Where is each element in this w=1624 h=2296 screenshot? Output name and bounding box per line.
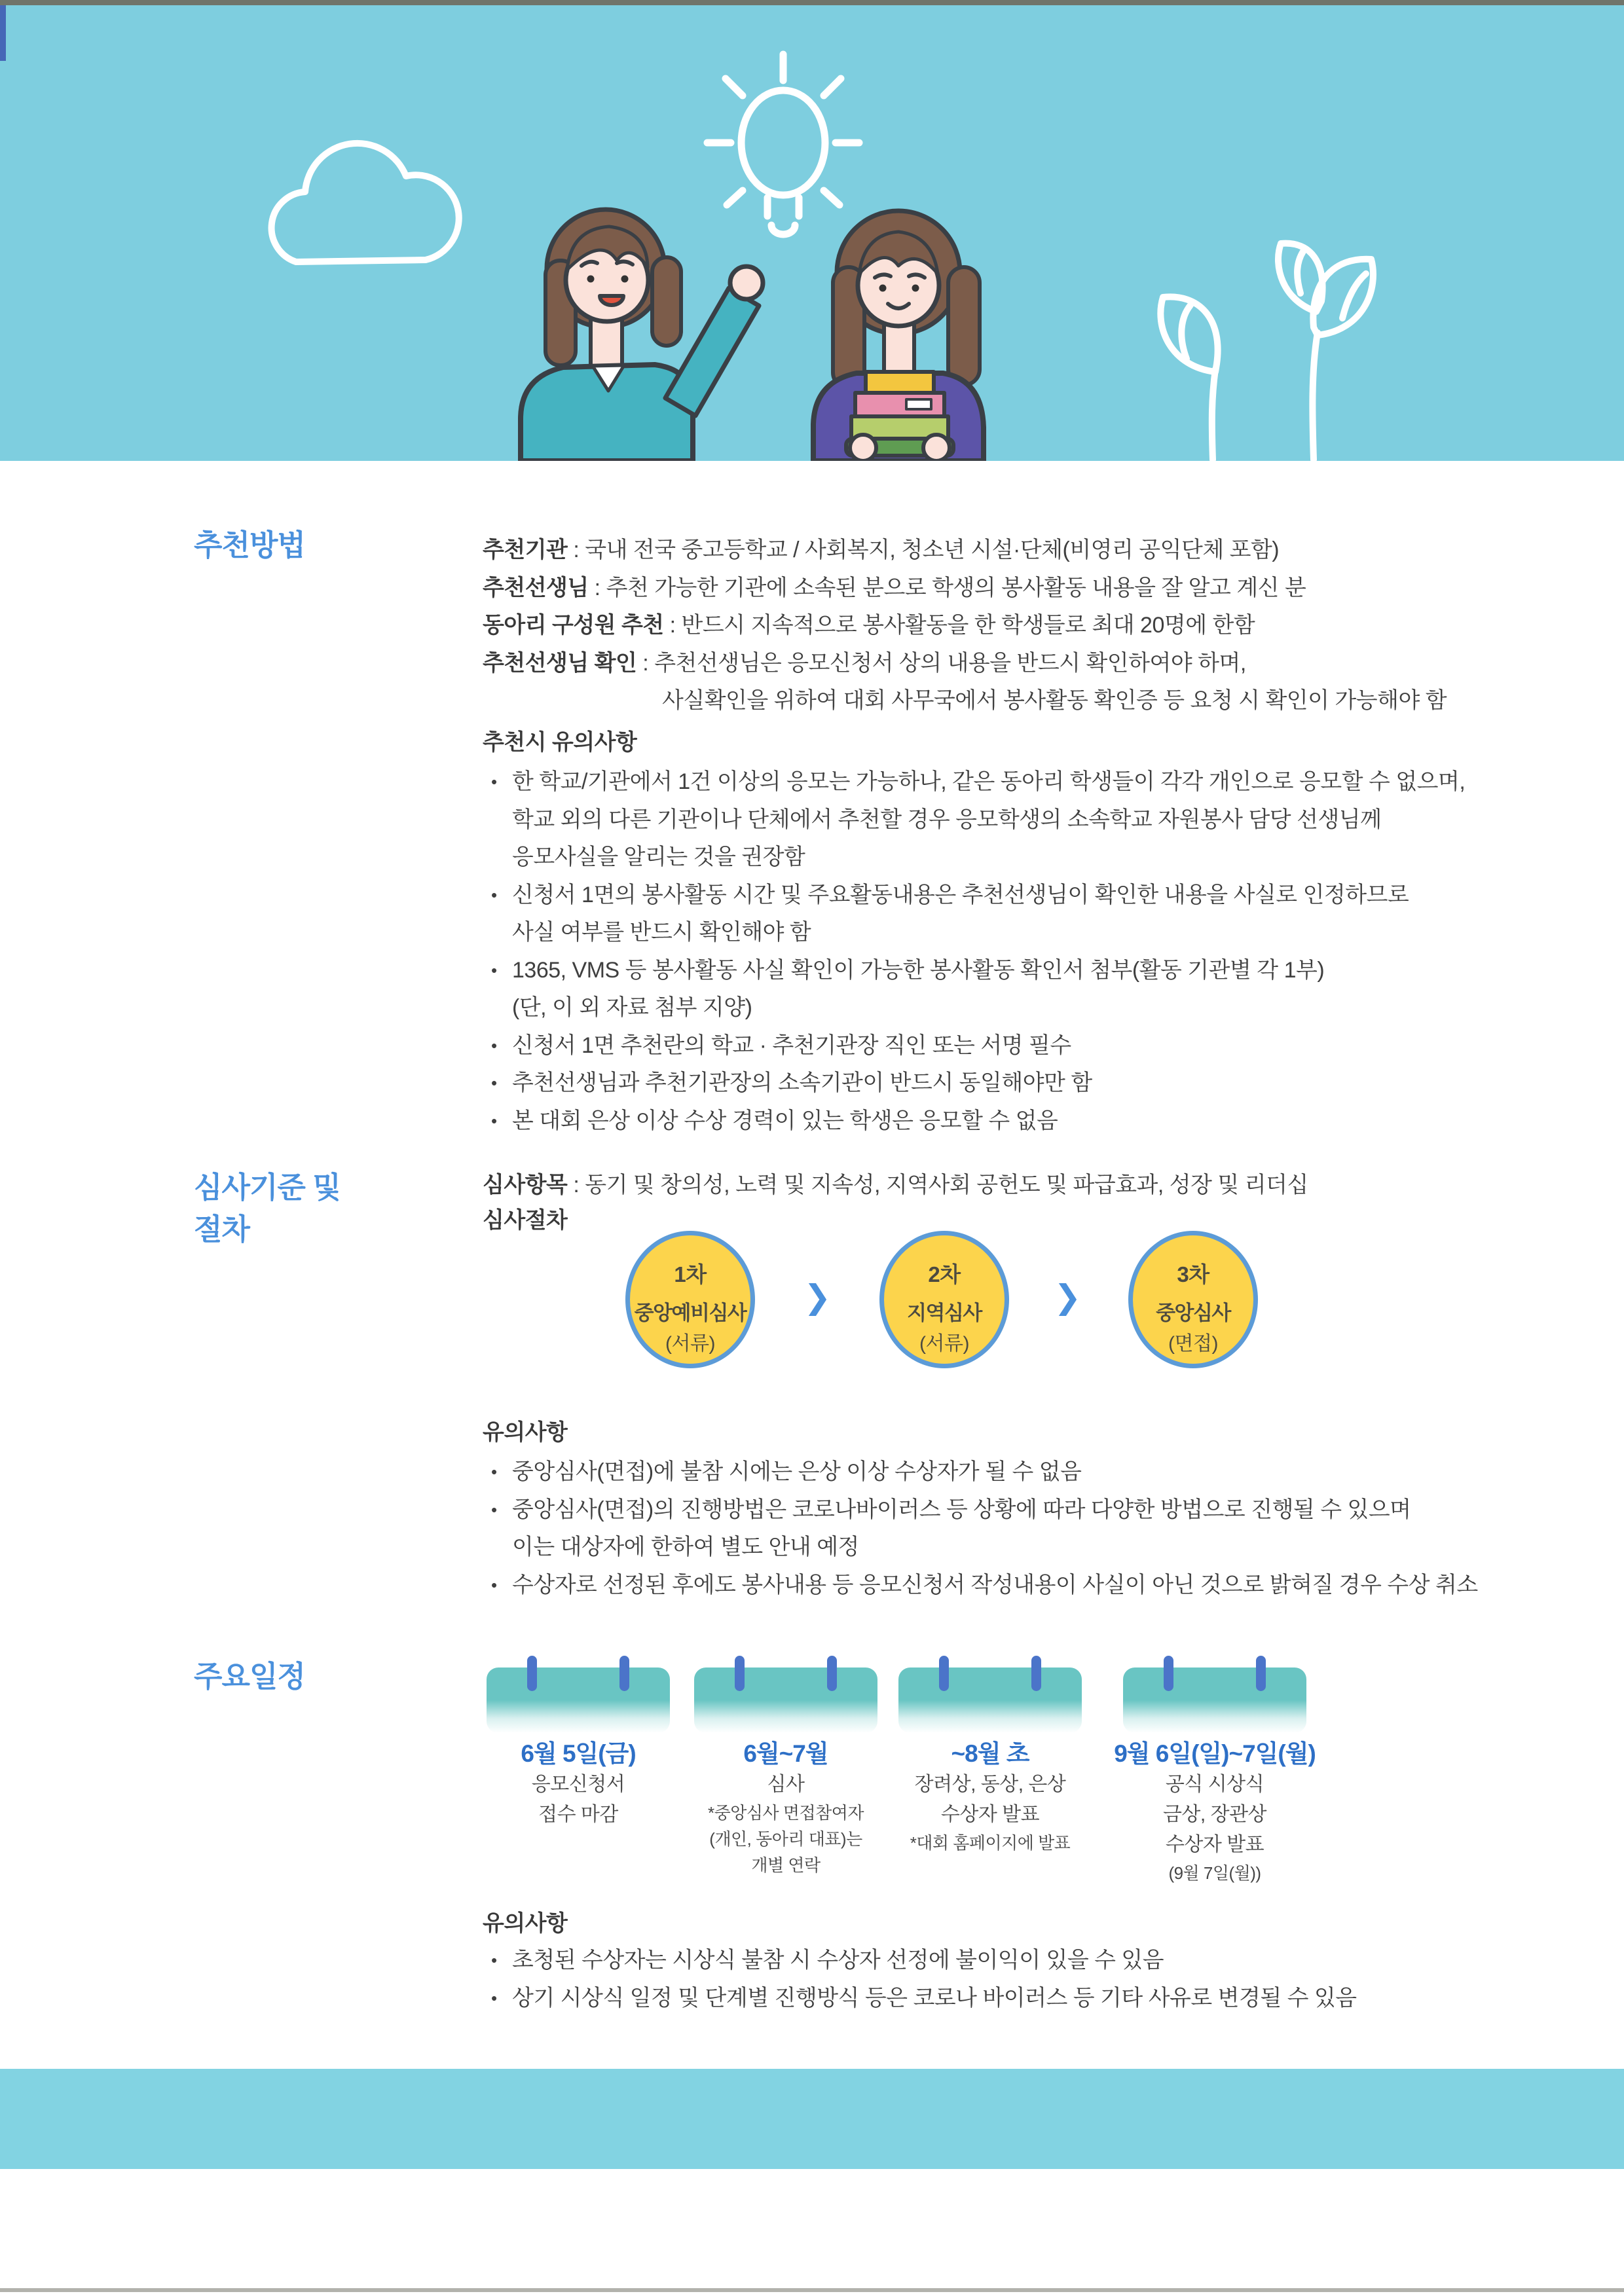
evaluation-notice-list xyxy=(485,1453,1572,1604)
section-title-recommendation: 추천방법 xyxy=(194,528,305,562)
notice-continuation-line: 이는 대상자에 한하여 별도 안내 예정 xyxy=(512,1535,859,1559)
schedule-line: 금상, 장관상 xyxy=(1162,1804,1267,1825)
evaluation-procedure-label: 심사절차 xyxy=(483,1208,568,1233)
calendar-icon xyxy=(694,1640,877,1738)
evaluation-title-line1: 심사기준 및 xyxy=(194,1171,341,1204)
stage-method: (서류) xyxy=(665,1333,715,1355)
calendar-plate xyxy=(487,1667,670,1733)
schedule-small-line: *대회 홈페이지에 발표 xyxy=(910,1833,1071,1853)
notice-bullet-line: • 신청서 1면 추천란의 학교 · 추천기관장 직인 또는 서명 필수 xyxy=(485,1027,1572,1065)
calendar-pin xyxy=(735,1656,745,1691)
calendar-icon xyxy=(1123,1640,1306,1738)
schedule-item xyxy=(674,1640,897,1878)
notice-continuation-line: 사실 여부를 반드시 확인해야 함 xyxy=(512,920,811,945)
chevron-right-icon: ❯ xyxy=(1054,1279,1081,1315)
notice-bullet-line: • 중앙심사(면접)의 진행방법은 코로나바이러스 등 상황에 따라 다양한 방법으로 진행될 수 있으며 xyxy=(485,1491,1572,1529)
stage-method: (면접) xyxy=(1168,1333,1218,1355)
calendar-pin xyxy=(939,1656,949,1691)
schedule-notice-list xyxy=(485,1942,1572,2017)
info-text: : 국내 전국 중고등학교 / 사회복지, 청소년 시설·단체(비영리 공익단체 포함) xyxy=(567,538,1280,562)
calendar-pin xyxy=(1031,1656,1041,1691)
stage-name: 중앙예비심사 xyxy=(634,1302,747,1324)
schedule-date: 6월 5일(금) xyxy=(521,1740,636,1767)
notice-bullet-line: • 수상자로 선정된 후에도 봉사내용 등 응모신청서 작성내용이 사실이 아닌 것으로 밝혀질 경우 수상 취소 xyxy=(485,1567,1572,1605)
stage-step: 3차 xyxy=(1177,1262,1209,1286)
notice-bullet-line: • 초청된 수상자는 시상식 불참 시 수상자 선정에 불이익이 있을 수 있음 xyxy=(485,1942,1572,1980)
info-continuation-line: 사실확인을 위하여 대회 사무국에서 봉사활동 확인증 등 요청 시 확인이 가능해야 함 xyxy=(662,688,1447,713)
lightbulb-icon xyxy=(707,54,859,234)
evaluation-notice-title: 유의사항 xyxy=(483,1420,568,1445)
calendar-pin xyxy=(527,1656,537,1691)
person-pointing-illustration xyxy=(521,210,763,461)
schedule-small-line: (개인, 동아리 대표)는 xyxy=(709,1829,862,1849)
notice-bullet-line: • 신청서 1면의 봉사활동 시간 및 주요활동내용은 추천선생님이 확인한 내용을 사실로 인정하므로 xyxy=(485,877,1572,915)
info-text: : 추천 가능한 기관에 소속된 분으로 학생의 봉사활동 내용을 잘 알고 계신 분 xyxy=(588,575,1306,600)
stage-circle-2 xyxy=(879,1231,1009,1368)
calendar-plate xyxy=(1123,1667,1306,1733)
section-title-evaluation xyxy=(194,1167,403,1250)
info-text: : 반드시 지속적으로 봉사활동을 한 학생들로 최대 20명에 한함 xyxy=(663,613,1255,638)
info-label: 동아리 구성원 추천 xyxy=(483,613,664,638)
notice-continuation-line: 학교 외의 다른 기관이나 단체에서 추천할 경우 응모학생의 소속학교 자원봉사 담당 선생님께 xyxy=(512,807,1382,832)
stage-step: 1차 xyxy=(674,1262,707,1286)
schedule-date: 6월~7월 xyxy=(743,1740,828,1767)
notice-bullet-line: • 추천선생님과 추천기관장의 소속기관이 반드시 동일해야만 함 xyxy=(485,1065,1572,1102)
calendar-pin xyxy=(827,1656,837,1691)
scan-bottom-edge xyxy=(0,2288,1624,2292)
stage-circle-1 xyxy=(625,1231,755,1368)
notice-bullet-line: • 1365, VMS 등 봉사활동 사실 확인이 가능한 봉사활동 확인서 첨부(활동 기관별 각 1부) xyxy=(485,952,1572,990)
info-line xyxy=(483,607,1557,645)
calendar-plate xyxy=(898,1667,1082,1733)
person-books-illustration xyxy=(813,211,984,461)
schedule-line: 접수 마감 xyxy=(538,1804,618,1825)
schedule-line: 응모신청서 xyxy=(531,1774,625,1795)
cloud-icon xyxy=(272,143,459,262)
notice-continuation-line: (단, 이 외 자료 첨부 지양) xyxy=(512,995,752,1020)
section-title-schedule: 주요일정 xyxy=(194,1660,305,1693)
sprout-icons xyxy=(1160,244,1373,460)
info-line xyxy=(483,645,1557,683)
notice-bullet-line: • 본 대회 은상 이상 수상 경력이 있는 학생은 응모할 수 없음 xyxy=(485,1102,1572,1140)
notice-continuation-line: 응모사실을 알리는 것을 권장함 xyxy=(512,845,805,869)
schedule-date: ~8월 초 xyxy=(951,1740,1029,1767)
calendar-pin xyxy=(619,1656,629,1691)
schedule-small-line: 개별 연락 xyxy=(751,1855,821,1875)
schedule-line: 수상자 발표 xyxy=(940,1804,1040,1825)
schedule-item xyxy=(1090,1640,1339,1886)
chevron-right-icon: ❯ xyxy=(803,1279,831,1315)
notice-bullet-line: • 중앙심사(면접)에 불참 시에는 은상 이상 수상자가 될 수 없음 xyxy=(485,1453,1572,1491)
info-label: 추천선생님 xyxy=(483,575,589,600)
stage-step: 2차 xyxy=(928,1262,961,1286)
header-illustration xyxy=(0,5,1624,461)
info-line xyxy=(483,570,1557,608)
recommendation-notice-title: 추천시 유의사항 xyxy=(483,730,637,755)
schedule-item xyxy=(467,1640,690,1830)
recommendation-info xyxy=(483,532,1557,720)
schedule-item xyxy=(879,1640,1101,1856)
footer-band xyxy=(0,2069,1624,2169)
schedule-line: 장려상, 동상, 은상 xyxy=(914,1774,1066,1795)
stage-circle-3 xyxy=(1128,1231,1258,1368)
schedule-small-line: (9월 7일(월)) xyxy=(1168,1863,1261,1883)
schedule-line: 수상자 발표 xyxy=(1165,1834,1264,1855)
notice-bullet-line: • 한 학교/기관에서 1건 이상의 응모는 가능하나, 같은 동아리 학생들이 각각 개인으로 응모할 수 없으며, xyxy=(485,763,1572,801)
schedule-notice-title: 유의사항 xyxy=(483,1911,568,1936)
header-banner xyxy=(0,5,1624,461)
recommendation-notice-list xyxy=(485,763,1572,1140)
calendar-plate xyxy=(694,1667,877,1733)
schedule-line: 심사 xyxy=(767,1774,805,1795)
criteria-text: : 동기 및 창의성, 노력 및 지속성, 지역사회 공헌도 및 파급효과, 성장 및 리더십 xyxy=(567,1173,1308,1197)
stage-method: (서류) xyxy=(919,1333,969,1355)
evaluation-title-line2: 절차 xyxy=(194,1212,249,1246)
scan-top-edge xyxy=(0,0,1624,5)
schedule-date: 9월 6일(일)~7일(월) xyxy=(1114,1740,1316,1767)
info-label: 추천기관 xyxy=(483,538,568,562)
notice-bullet-line: • 상기 시상식 일정 및 단계별 진행방식 등은 코로나 바이러스 등 기타 사유로 변경될 수 있음 xyxy=(485,1980,1572,2018)
info-label: 추천선생님 확인 xyxy=(483,650,637,676)
info-line xyxy=(483,532,1557,570)
schedule-small-line: *중앙심사 면접참여자 xyxy=(708,1803,864,1823)
schedule-line: 공식 시상식 xyxy=(1165,1774,1264,1795)
info-text: : 추천선생님은 응모신청서 상의 내용을 반드시 확인하여야 하며, xyxy=(637,650,1246,676)
stage-name: 지역심사 xyxy=(907,1302,982,1324)
criteria-label: 심사항목 xyxy=(483,1173,568,1197)
stage-name: 중앙심사 xyxy=(1156,1302,1230,1324)
calendar-icon xyxy=(898,1640,1082,1738)
evaluation-criteria-line xyxy=(483,1167,1308,1199)
calendar-pin xyxy=(1164,1656,1173,1691)
calendar-icon xyxy=(487,1640,670,1738)
calendar-pin xyxy=(1256,1656,1266,1691)
scan-corner-mark xyxy=(0,5,6,61)
